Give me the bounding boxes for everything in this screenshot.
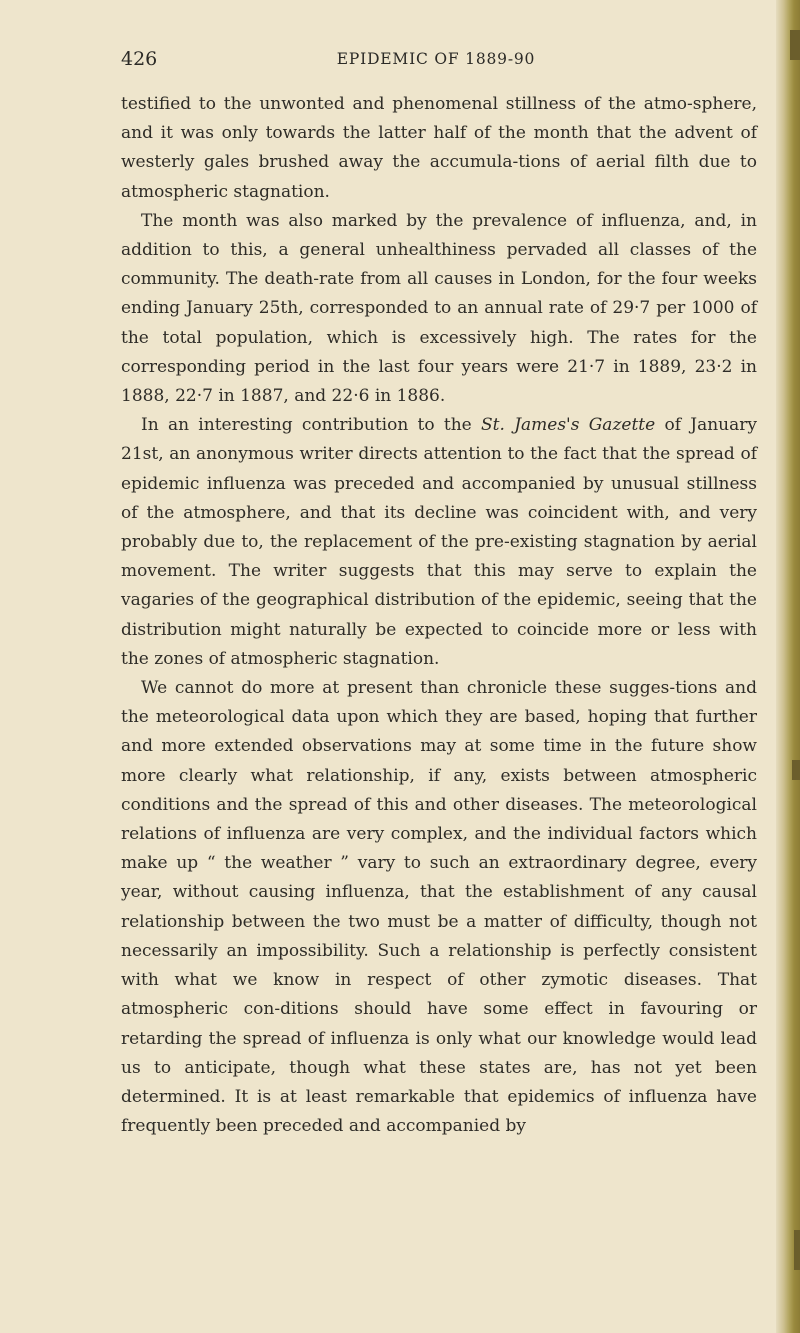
paragraph-text: In an interesting contribution to the [141, 415, 482, 436]
paragraph-text: of January 21st, an anonymous writer directs attention to the fact that the spread of epidemic influenza was preceded and accompanied by unusual stillness of the atmosphere, and that its decline was coincident with, and very probably due to, the replacement of the pre-existing stagnation by aerial movement. The writer suggests that this may serve to explain the vagaries of the geographical distribution of the epidemic, seeing that the distribution might naturally be expected to coincide more or less with the zones of atmospheric stagnation. [121, 415, 757, 669]
page-gutter-shadow [776, 0, 800, 1333]
paragraph: testified to the unwonted and phenomenal stillness of the atmo-sphere, and it was only towards the latter half of the month that the advent of westerly gales brushed away the accumula-tions of aerial filth due to atmospheric stagnation. [121, 94, 757, 202]
page-edge-mark [794, 1230, 800, 1270]
page-header [121, 48, 751, 78]
paragraph: We cannot do more at present than chronicle these sugges-tions and the meteorological data upon which they are based, hoping that further and more extended observations may at some time in the future show more clearly what relationship, if any, exists between atmospheric conditions and the spread of this and other diseases. The meteorological relations of influenza are very complex, and the individual factors which make up “ the weather ” vary to such an extraordinary degree, every year, without causing influenza, that the establishment of any causal relationship between the two must be a matter of difficulty, though not necessarily an impossibility. Such a relationship is perfectly consistent with what we know in respect of other zymotic diseases. That atmospheric con-ditions should have some effect in favouring or retarding the spread of influenza is only what our knowledge would lead us to anticipate, though what these states are, has not yet been determined. It is at least remarkable that epidemics of influenza have frequently been preceded and accompanied by [121, 678, 757, 1137]
publication-title: St. James's Gazette [481, 415, 656, 436]
page-number: 426 [121, 48, 158, 70]
page-edge-mark [790, 30, 800, 60]
page-edge-mark [792, 760, 800, 780]
paragraph: The month was also marked by the prevalence of influenza, and, in addition to this, a general unhealthiness pervaded all classes of the community. The death-rate from all causes in London, for the four weeks ending January 25th, corresponded to an annual rate of 29·7 per 1000 of the total population, which is excessively high. The rates for the corresponding period in the last four years were 21·7 in 1889, 23·2 in 1888, 22·7 in 1887, and 22·6 in 1886. [121, 210, 757, 407]
body-text [121, 90, 757, 1141]
running-title: EPIDEMIC OF 1889-90 [336, 50, 536, 68]
paragraph [121, 411, 757, 674]
